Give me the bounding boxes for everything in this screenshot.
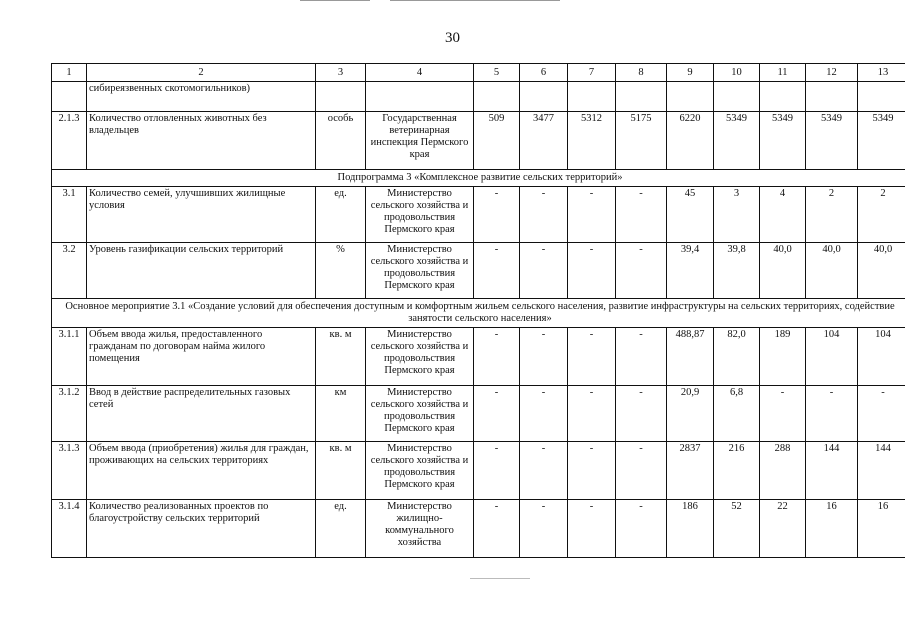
row-value: - (568, 386, 616, 442)
row-value: - (474, 500, 520, 558)
page-number: 30 (445, 30, 460, 46)
scan-top-rule-right (390, 0, 560, 1)
row-value: 104 (806, 328, 858, 386)
row-value: 6,8 (714, 386, 760, 442)
row-value: 144 (858, 442, 905, 500)
row-unit: ед. (316, 187, 366, 243)
row-name: Количество семей, улучшивших жилищные условия (87, 187, 316, 243)
row-code (52, 82, 87, 112)
row-value: 186 (667, 500, 714, 558)
col-number: 3 (316, 64, 366, 82)
col-number: 7 (568, 64, 616, 82)
row-unit: % (316, 243, 366, 299)
row-value: - (520, 500, 568, 558)
row-value: 189 (760, 328, 806, 386)
row-value: - (474, 328, 520, 386)
row-value: - (520, 386, 568, 442)
row-value: 6220 (667, 112, 714, 170)
row-name: Объем ввода (приобретения) жилья для граждан, проживающих на сельских территориях (87, 442, 316, 500)
col-number: 2 (87, 64, 316, 82)
row-value: 20,9 (667, 386, 714, 442)
row-value: - (568, 500, 616, 558)
row-value: 288 (760, 442, 806, 500)
indicator-row (52, 328, 905, 386)
row-org: Министерство сельского хозяйства и продовольствия Пермского края (366, 442, 474, 500)
row-org: Министерство сельского хозяйства и продовольствия Пермского края (366, 187, 474, 243)
row-value: 104 (858, 328, 905, 386)
row-value: 5175 (616, 112, 667, 170)
row-value: 22 (760, 500, 806, 558)
col-number: 9 (667, 64, 714, 82)
row-value: - (616, 386, 667, 442)
row-value: 5349 (806, 112, 858, 170)
row-value: 3477 (520, 112, 568, 170)
subprogram-title: Подпрограмма 3 «Комплексное развитие сельских территорий» (52, 170, 905, 187)
row-code: 3.2 (52, 243, 87, 299)
row-unit: особь (316, 112, 366, 170)
subprogram-title-row (52, 170, 905, 187)
row-value: - (474, 442, 520, 500)
indicators-table (51, 63, 905, 558)
row-value: - (616, 328, 667, 386)
row-value: - (520, 187, 568, 243)
row-value: 40,0 (806, 243, 858, 299)
row-code: 3.1.1 (52, 328, 87, 386)
col-number: 6 (520, 64, 568, 82)
row-value: - (474, 386, 520, 442)
measure-title-row (52, 299, 905, 328)
row-value: 2 (806, 187, 858, 243)
indicator-row (52, 442, 905, 500)
row-value: - (568, 243, 616, 299)
row-value: 40,0 (858, 243, 905, 299)
measure-title: Основное мероприятие 3.1 «Создание условий для обеспечения доступным и комфортным жильем сельского населения, развитие инфраструктуры на сельских территориях, содействие занятости сельского населения» (52, 299, 905, 328)
row-value: - (568, 187, 616, 243)
row-name: сибиреязвенных скотомогильников) (87, 82, 316, 112)
row-value: - (616, 500, 667, 558)
row-value: 3 (714, 187, 760, 243)
row-code: 3.1.3 (52, 442, 87, 500)
row-value: - (520, 328, 568, 386)
row-value: - (616, 442, 667, 500)
row-value: 4 (760, 187, 806, 243)
row-code: 3.1 (52, 187, 87, 243)
col-number: 5 (474, 64, 520, 82)
row-value: 216 (714, 442, 760, 500)
row-name: Ввод в действие распределительных газовых сетей (87, 386, 316, 442)
col-number: 11 (760, 64, 806, 82)
column-number-row (52, 64, 905, 82)
row-value: 40,0 (760, 243, 806, 299)
row-value: - (474, 243, 520, 299)
row-unit: ед. (316, 500, 366, 558)
row-code: 2.1.3 (52, 112, 87, 170)
row-org: Министерство сельского хозяйства и продовольствия Пермского края (366, 386, 474, 442)
row-value: 2 (858, 187, 905, 243)
row-value: - (760, 386, 806, 442)
row-unit: кв. м (316, 442, 366, 500)
row-code: 3.1.2 (52, 386, 87, 442)
scan-mark (470, 578, 530, 579)
row-value: - (616, 187, 667, 243)
col-number: 4 (366, 64, 474, 82)
row-org: Министерство жилищно-коммунального хозяйства (366, 500, 474, 558)
row-org: Государственная ветеринарная инспекция Пермского края (366, 112, 474, 170)
row-value: 39,8 (714, 243, 760, 299)
row-value: 16 (858, 500, 905, 558)
indicator-row (52, 112, 905, 170)
row-value: 45 (667, 187, 714, 243)
row-value: - (474, 187, 520, 243)
row-value: 16 (806, 500, 858, 558)
row-value: - (568, 442, 616, 500)
row-value: 39,4 (667, 243, 714, 299)
row-value: 82,0 (714, 328, 760, 386)
indicator-row (52, 187, 905, 243)
row-code: 3.1.4 (52, 500, 87, 558)
row-value: 488,87 (667, 328, 714, 386)
scan-top-rule-left (300, 0, 370, 1)
col-number: 8 (616, 64, 667, 82)
continuation-row (52, 82, 905, 112)
col-number: 13 (858, 64, 905, 82)
row-name: Количество отловленных животных без владельцев (87, 112, 316, 170)
row-name: Уровень газификации сельских территорий (87, 243, 316, 299)
indicator-row (52, 386, 905, 442)
row-name: Количество реализованных проектов по благоустройству сельских территорий (87, 500, 316, 558)
row-value: 5349 (760, 112, 806, 170)
row-value: 5349 (858, 112, 905, 170)
row-org: Министерство сельского хозяйства и продовольствия Пермского края (366, 243, 474, 299)
row-org: Министерство сельского хозяйства и продовольствия Пермского края (366, 328, 474, 386)
row-value: 5312 (568, 112, 616, 170)
indicator-row (52, 500, 905, 558)
row-value: 5349 (714, 112, 760, 170)
row-unit: км (316, 386, 366, 442)
row-value: - (520, 442, 568, 500)
indicator-row (52, 243, 905, 299)
row-name: Объем ввода жилья, предоставленного гражданам по договорам найма жилого помещения (87, 328, 316, 386)
col-number: 1 (52, 64, 87, 82)
row-value: - (616, 243, 667, 299)
row-value: - (806, 386, 858, 442)
col-number: 12 (806, 64, 858, 82)
row-value: - (858, 386, 905, 442)
row-value: 509 (474, 112, 520, 170)
row-value: 144 (806, 442, 858, 500)
col-number: 10 (714, 64, 760, 82)
row-value: - (568, 328, 616, 386)
row-value: - (520, 243, 568, 299)
row-value: 2837 (667, 442, 714, 500)
row-value: 52 (714, 500, 760, 558)
row-unit: кв. м (316, 328, 366, 386)
